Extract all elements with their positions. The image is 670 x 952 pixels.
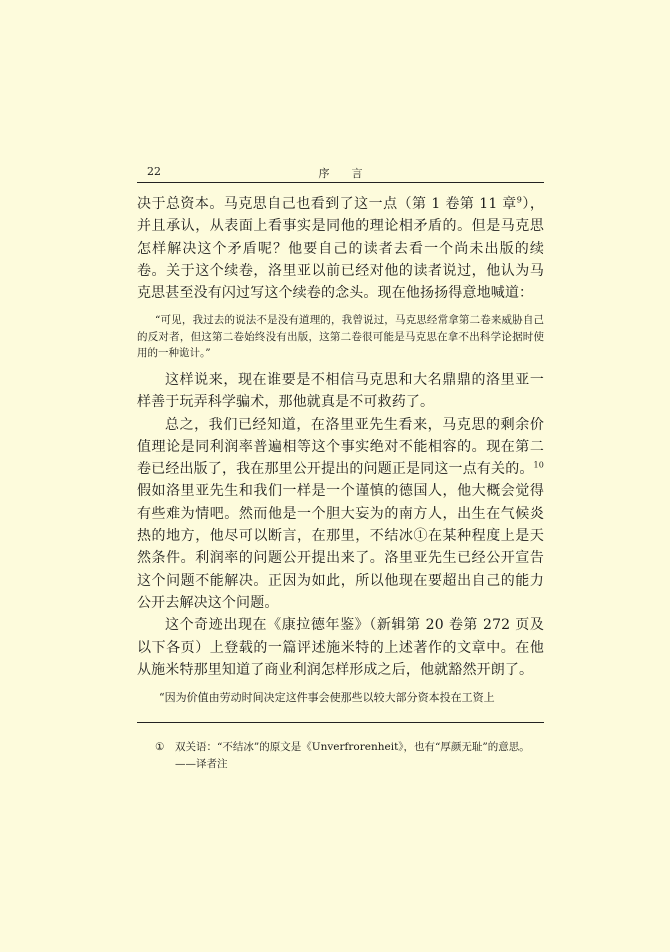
block-quote-2: “因为价值由劳动时间决定这件事会使那些以较大部分资本投在工资上 [159, 691, 495, 705]
endnote-ref-9: 9 [516, 195, 523, 205]
running-header [137, 162, 544, 183]
footnote-ref: ① [413, 528, 428, 545]
page-number: 22 [147, 165, 161, 178]
paragraph-1: 决于总资本。马克思自己也看到了这一点（第 1 卷第 11 章$^9$），并且承认，从表面上看事实是同他的理论相矛盾的。但是马克思怎样解决这个矛盾呢？他要自己的读者去看一个尚未出版的续卷。关于这个续卷，洛里亚以前已经对他的读者说过，他认为马克思甚至没有闪过写这个续卷的念头。现在他扬扬得意地喊道： [137, 195, 544, 302]
footnote-divider [137, 722, 544, 723]
section-title: 序言 [318, 167, 385, 180]
main-text [137, 193, 544, 706]
paragraph-4: 这个奇迹出现在《康拉德年鉴》（新辑第 20 卷第 272 页及以下各页）上登载的一篇评述施米特的上述著作的文章中。在他从施米特那里知道了商业利润怎样形成之后，他就豁然开朗了。 [137, 617, 544, 678]
paragraph-3: 总之，我们已经知道，在洛里亚先生看来，马克思的剩余价值理论是同利润率普遍相等这个事实绝对不能相容的。现在第二卷已经出版了，我在那里公开提出的问题正是同这一点有关的。$^{10}$假如洛里亚先生和我们一样是一个谨慎的德国人，他大概会觉得有些难为情吧。然而他是一个胆大妄为的南方人，出生在气候炎热的地方，他尽可以断言，在那里，不结冰①在某种程度上是天然条件。利润率的问题公开提出来了。洛里亚先生已经公开宣告这个问题不能解决。正因为如此，所以他现在要超出自己的能力公开去解决这个问题。 [137, 416, 544, 611]
footnote [155, 739, 541, 773]
footnote-marker: ① [155, 741, 165, 753]
footnote-text: 双关语：“不结冰”的原文是《Unverfrorenheit》，也有“厚颜无耻”的意思。——译者注 [175, 741, 530, 770]
endnote-ref-10: 10 [533, 460, 544, 470]
paragraph-2: 这样说来，现在谁要是不相信马克思和大名鼎鼎的洛里亚一样善于玩弄科学骗术，那他就真是不可救药了。 [137, 371, 544, 411]
block-quote-1: “可见，我过去的说法不是没有道理的，我曾说过，马克思经常拿第二卷来威胁自己的反对者，但这第二卷始终没有出版，这第二卷很可能是马克思在拿不出科学论据时使用的一种诡计。” [137, 314, 544, 360]
